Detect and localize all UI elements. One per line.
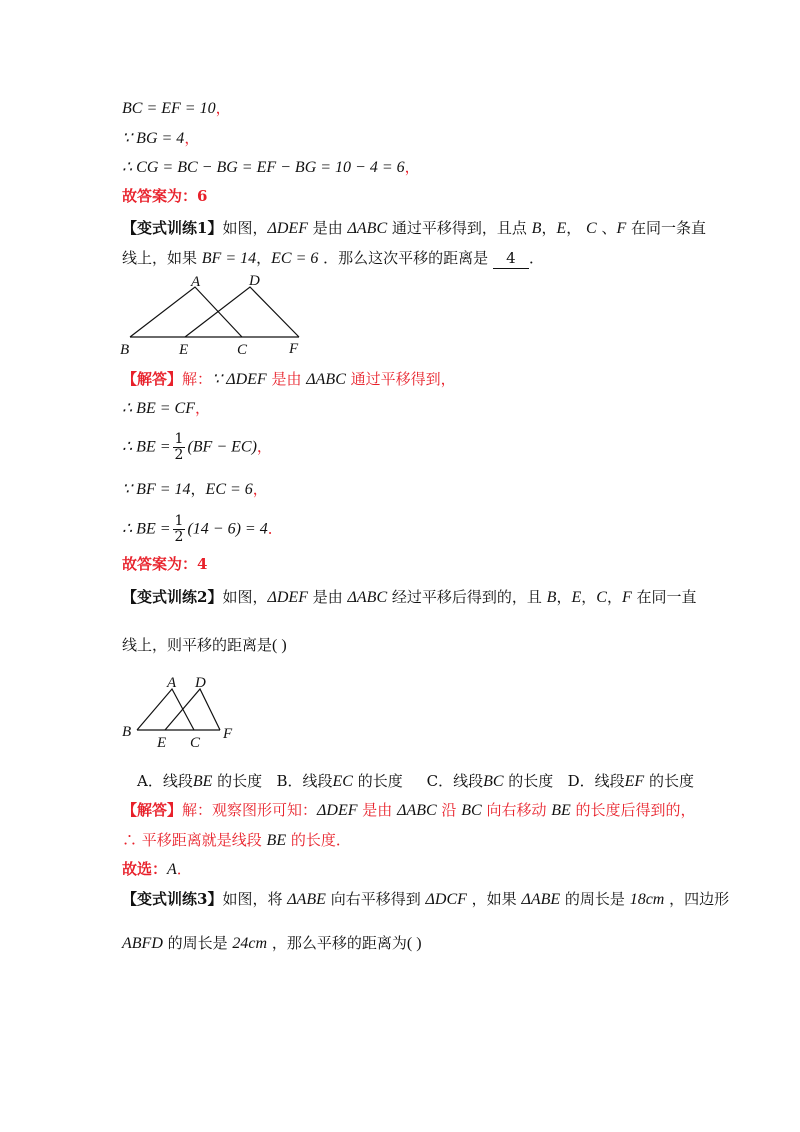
text: 的周长是: [162, 934, 233, 952]
variant-3-question-line-1: [122, 889, 729, 910]
text: 故选：: [122, 860, 168, 878]
label-d: D: [249, 273, 260, 289]
text: 如图，: [222, 588, 268, 606]
math-expression: BC = EF = 10: [122, 100, 216, 117]
text: 线上，则平移的距离是: [122, 636, 273, 654]
option-d[interactable]: [568, 772, 694, 790]
solution-line-bc-ef: [122, 98, 231, 119]
option-a[interactable]: [137, 772, 262, 790]
text: ，: [541, 219, 557, 237]
math: EC: [332, 773, 353, 790]
text: 解：观察图形可知：: [182, 801, 318, 819]
text: 线上，如果: [122, 249, 202, 267]
label-c: C: [237, 342, 248, 358]
answer-blank: 4: [493, 248, 529, 269]
text: 、: [596, 219, 617, 237]
punctuation: ．: [267, 519, 283, 538]
text: ，那么平移的距离为: [267, 934, 407, 952]
solution-label: 【解答】: [122, 801, 183, 819]
math: EC = 6: [205, 481, 253, 498]
math: A: [167, 861, 177, 878]
text: 通过平移得到，且点: [387, 219, 532, 237]
math: F: [621, 589, 632, 606]
math: BE: [192, 773, 213, 790]
answer-parentheses: ( ): [272, 637, 287, 654]
text: 向右移动: [481, 801, 552, 819]
solution-2-line-3: [122, 859, 192, 880]
text: ．那么这次平移的距离是: [318, 249, 493, 267]
math: ΔABC: [347, 589, 388, 606]
text: B．线段: [276, 772, 333, 790]
variant-1-question-line-1: [122, 218, 706, 239]
math: ∵ ΔDEF: [212, 371, 267, 388]
label-a: A: [167, 675, 177, 691]
math: ΔABC: [397, 802, 437, 819]
solution-2-line-1: [122, 800, 696, 821]
solution-line-cg: [122, 157, 420, 178]
math: BF = 14: [201, 250, 257, 267]
variant-2-question-line-2: [122, 635, 287, 656]
answer-line-2: 故答案为：4: [122, 555, 208, 573]
text: 解：: [182, 370, 213, 388]
math: ∴ BE =: [122, 520, 171, 538]
math: ΔDCF: [425, 891, 467, 908]
math: F: [616, 220, 627, 237]
fraction: [173, 432, 186, 463]
math: B: [531, 220, 542, 237]
math: ΔDEF: [317, 802, 358, 819]
text: 的长度: [352, 772, 403, 790]
fraction: [173, 514, 186, 545]
variant-label: 【变式训练1】: [122, 219, 223, 237]
math: C: [596, 589, 607, 606]
solution-1-line-3: [122, 432, 272, 463]
math: ΔABE: [521, 891, 561, 908]
text: 向右平移得到: [325, 890, 426, 908]
label-f: F: [223, 726, 233, 742]
math: ∴ BE = CF: [122, 400, 195, 417]
text: 在同一直: [631, 588, 697, 606]
variant-3-question-line-2: [122, 933, 422, 954]
text: A．线段: [137, 772, 193, 790]
label-e: E: [179, 342, 189, 358]
text: 如图，将: [222, 890, 288, 908]
math-expression: ∵ BG = 4: [122, 130, 185, 147]
label-c: C: [190, 735, 201, 751]
math: (14 − 6) = 4: [187, 520, 268, 538]
text: 是由: [307, 588, 348, 606]
text: 的长度: [212, 772, 263, 790]
math: ΔABE: [287, 891, 326, 908]
punctuation: ，: [194, 399, 210, 417]
math: E: [556, 220, 567, 237]
numerator: 1: [174, 513, 184, 529]
label-b: B: [122, 724, 132, 740]
variant-label: 【变式训练2】: [122, 588, 223, 606]
text: ∴ 平移距离就是线段: [122, 831, 267, 849]
triangle-translation-figure-2: [115, 670, 245, 752]
text: ，如果: [466, 890, 522, 908]
label-a: A: [191, 274, 201, 290]
math: 24cm: [232, 935, 268, 952]
text: 是由: [357, 801, 398, 819]
math: ΔABC: [306, 371, 346, 388]
text: 是由: [307, 219, 348, 237]
math-expression: ∴ CG = BC − BG = EF − BG = 10 − 4 = 6: [122, 159, 405, 176]
text: 的长度．: [286, 831, 351, 849]
punctuation: ，: [256, 437, 272, 456]
math: ∴ BE =: [122, 438, 171, 456]
label-f: F: [289, 341, 299, 357]
math: BE: [551, 802, 571, 819]
choice-options: [137, 771, 694, 792]
math: ∵ BF = 14: [122, 481, 191, 498]
math: C: [586, 220, 597, 237]
option-b[interactable]: [276, 772, 402, 790]
math: BE: [266, 832, 287, 849]
math: (BF − EC): [187, 438, 257, 456]
answer-line-1: 故答案为：6: [122, 187, 208, 205]
math: EF: [624, 773, 645, 790]
solution-2-line-2: [122, 830, 351, 851]
text: ，: [256, 249, 272, 267]
math: 18cm: [629, 891, 665, 908]
label-e: E: [157, 735, 167, 751]
text: ，: [606, 588, 622, 606]
math: ABFD: [122, 935, 163, 952]
text: D．线段: [567, 772, 625, 790]
variant-label: 【变式训练3】: [122, 890, 223, 908]
math: BC: [461, 802, 482, 819]
answer-parentheses: ( ): [406, 935, 422, 952]
text: ．: [528, 249, 544, 267]
text: ．: [176, 860, 192, 878]
solution-1-line-4: [122, 479, 268, 500]
solution-1-line-1: [122, 369, 456, 390]
text: C．线段: [426, 772, 484, 790]
text: 如图，: [222, 219, 268, 237]
denominator: 2: [174, 529, 184, 545]
solution-1-line-5: [122, 514, 283, 545]
text: 在同一条直: [626, 219, 707, 237]
text: ，: [566, 219, 587, 237]
text: 的长度: [503, 772, 554, 790]
text: 的长度后得到的，: [570, 801, 696, 819]
punctuation: ，: [252, 480, 268, 498]
text: 经过平移后得到的，且: [387, 588, 547, 606]
math: B: [546, 589, 557, 606]
text: 的周长是: [560, 890, 630, 908]
text: ，: [556, 588, 572, 606]
punctuation: ，: [404, 158, 420, 176]
solution-line-bg: [122, 128, 199, 149]
math: BC: [483, 773, 504, 790]
math: ΔABC: [347, 220, 388, 237]
math: ΔDEF: [267, 589, 308, 606]
denominator: 2: [174, 447, 184, 463]
text: ，: [190, 480, 206, 498]
text: 沿: [436, 801, 462, 819]
text: 的长度: [644, 772, 694, 790]
text: ，: [581, 588, 597, 606]
math: ΔDEF: [267, 220, 308, 237]
numerator: 1: [174, 431, 184, 447]
variant-1-question-line-2: [122, 248, 544, 269]
punctuation: ，: [215, 99, 231, 117]
solution-label: 【解答】: [122, 370, 183, 388]
variant-2-question-line-1: [122, 587, 697, 608]
math: E: [571, 589, 582, 606]
text: 通过平移得到，: [345, 370, 456, 388]
label-b: B: [120, 342, 130, 358]
label-d: D: [195, 675, 206, 691]
solution-1-line-2: [122, 398, 210, 419]
math: EC = 6: [271, 250, 319, 267]
triangle-translation-figure-1: [115, 272, 315, 362]
punctuation: ，: [184, 129, 200, 147]
option-c[interactable]: [427, 772, 554, 790]
text: 是由: [266, 370, 307, 388]
text: ，四边形: [664, 890, 730, 908]
